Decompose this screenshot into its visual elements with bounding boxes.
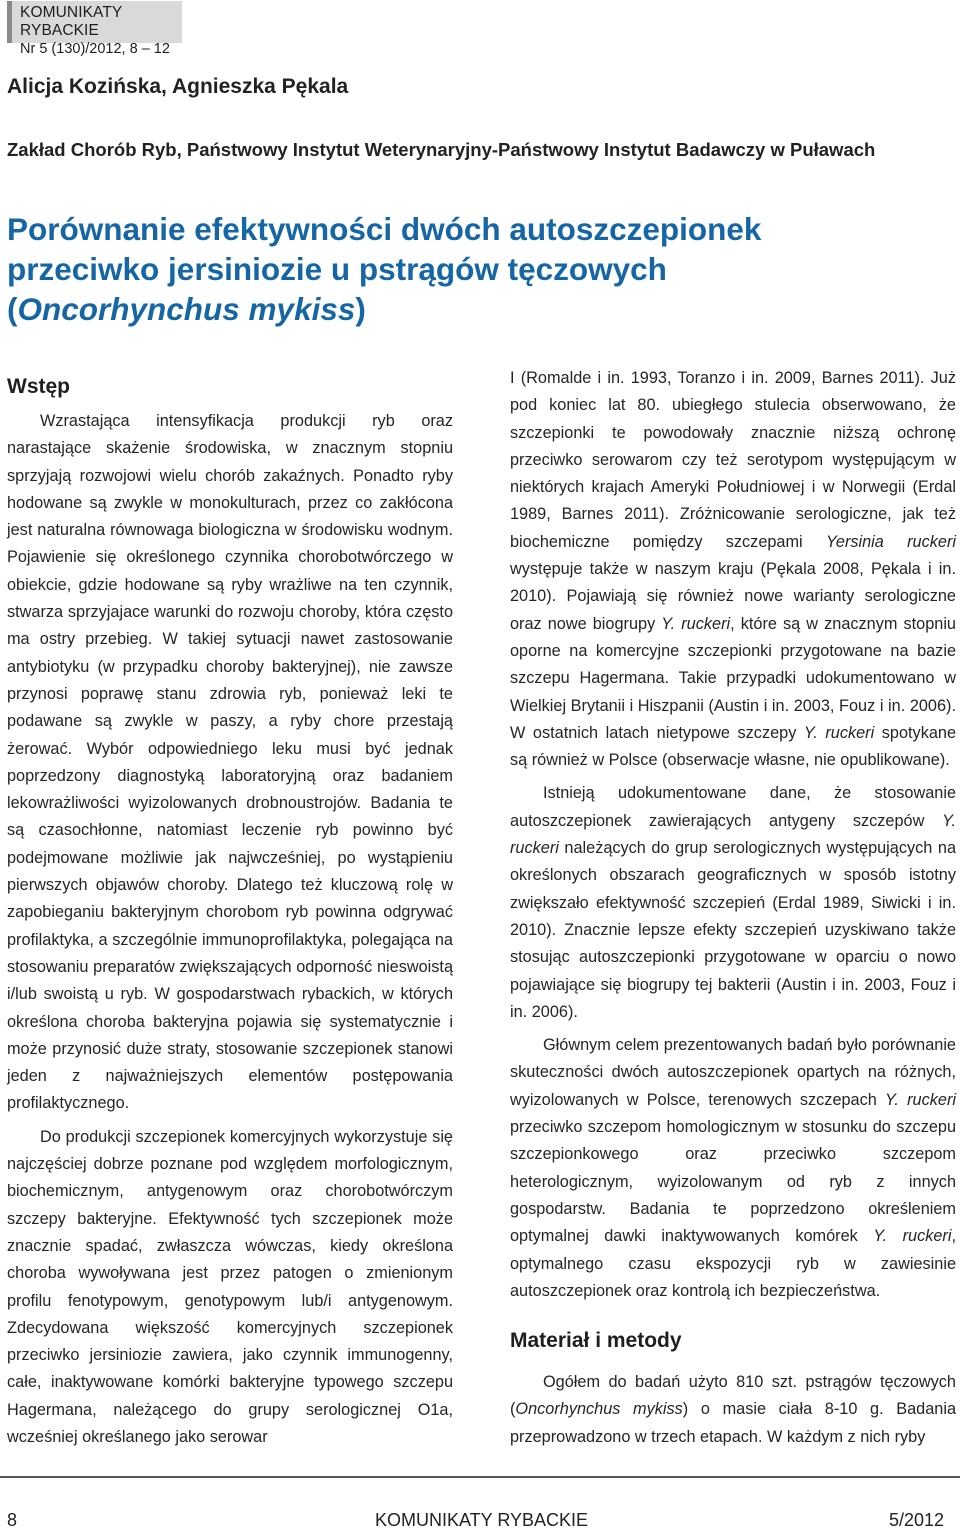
intro-paragraph-2: Do produkcji szczepionek komercyjnych wykorzystuje się najczęściej dobrze poznane pod względem morfologicznym, biochemicznym, antygenowym oraz chorobotwórczym szczepy bakteryjne. Efektywność tych szczepionek może znacznie spadać, zwłaszcza wówczas, kiedy określona choroba wywoływana jest przez patogen o zmienionym profilu fenotypowym, genotypowym lub/i antygenowym. Zdecydowana większość komercyjnych szczepionek przeciwko jersiniozie zawiera, jako czynnik immunogenny, całe, inaktywowane komórki bakteryjne typowego szczepu Hagermana, należącego do grupy serologicznej O1a, wcześniej określanego jako serowar <box>7 1127 453 1446</box>
footer-issue: 5/2012 <box>888 1510 944 1530</box>
intro-paragraph-2-continued <box>510 365 956 774</box>
section-heading-intro: Wstęp <box>7 375 70 398</box>
title-paren-open: ( <box>7 291 18 327</box>
title-line-2: przeciwko jersiniozie u pstrągów tęczowych <box>7 251 667 287</box>
text-run: , które są w znacznym stopniu oporne na komercyjne szczepionki przygotowane na bazie szczepu Hagermana. Takie przypadki udokumentowano w Wielkiej Brytanii i Hiszpanii (Austin i in. 2003, Fouz i in. 2006). W ostatnich latach nietypowe szczepy <box>510 614 956 742</box>
text-run: Ogółem do badań użyto 810 szt. pstrągów tęczowych ( <box>510 1373 956 1419</box>
text-run: należących do grup serologicznych występujących na określonych obszarach geograficznych w sposób istotny zwiększało efektywność szczepień (Erdal 1989, Siwicki i in. 2010). Znacznie lepsze efekty szczepień uzyskiwano także stosując autoszczepionki przygotowane w oparciu o nowo pojawiające się biogrupy tej bakterii (Austin i in. 2003, Fouz i in. 2006). <box>510 839 956 1021</box>
title-line-3 <box>7 289 761 329</box>
left-column <box>7 365 453 1451</box>
species-name: Y. ruckeri <box>885 1090 956 1109</box>
species-name: Y. ruckeri <box>661 614 731 633</box>
text-run: przeciwko szczepom homologicznym w stosunku do szczepu szczepionkowego oraz przeciwko szczepom heterologicznym, wyizolowanym od ryb z innych gospodarstw. Badania te poprzedzono określeniem optymalnej dawki inaktywowanych komórek <box>510 1118 956 1246</box>
title-species: Oncorhynchus mykiss <box>17 291 356 327</box>
journal-header-box <box>7 1 182 57</box>
intro-paragraph-3 <box>510 780 956 1026</box>
journal-name: KOMUNIKATY RYBACKIE <box>20 4 123 39</box>
species-name: Y. ruckeri <box>873 1227 952 1246</box>
text-run: spotykane są również w Polsce (obserwacje własne, nie opublikowane). <box>510 723 956 770</box>
text-run: ) o masie ciała 8-10 g. Badania przeprowadzono w trzech etapach. W każdym z nich ryby <box>510 1400 956 1446</box>
species-name: Oncorhynchus mykiss <box>515 1400 683 1419</box>
section-heading-methods: Materiał i metody <box>510 1329 682 1353</box>
text-run: występuje także w naszym kraju (Pękala 2008, Pękala i in. 2010). Pojawiają się również nowe warianty serologiczne oraz nowe biogrupy <box>510 560 956 633</box>
intro-paragraph-4 <box>510 1032 956 1305</box>
footer-rule <box>0 1476 960 1478</box>
text-run: Istnieją udokumentowane dane, że stosowanie autoszczepionek zawierających antygeny szczepów <box>510 784 956 830</box>
text-run: Głównym celem prezentowanych badań było porównanie skuteczności dwóch autoszczepionek opartych na różnych, wyizolowanych w Polsce, terenowych szczepach <box>510 1036 956 1109</box>
article-title <box>7 209 761 329</box>
footer-journal: KOMUNIKATY RYBACKIE <box>375 1510 589 1530</box>
right-column <box>510 365 956 1451</box>
methods-paragraph-1 <box>510 1369 956 1451</box>
page-number: 8 <box>7 1510 18 1530</box>
issue-info: Nr 5 (130)/2012, 8 – 12 <box>20 41 170 57</box>
title-line-1: Porównanie efektywności dwóch autoszczepionek <box>7 211 762 247</box>
authors: Alicja Kozińska, Agnieszka Pękala <box>7 75 349 98</box>
species-name: Y. ruckeri <box>510 811 956 858</box>
species-name: Y. ruckeri <box>803 723 875 742</box>
text-run: I (Romalde i in. 1993, Toranzo i in. 2009, Barnes 2011). Już pod koniec lat 80. ubiegłego stulecia obserwowano, że szczepionki te powodowały znacznie niższą ochronę przeciwko serowarom czy też serotypom występującym w niektórych krajach Ameryki Południowej i w Norwegii (Erdal 1989, Barnes 2011). Zróżnicowanie serologiczne, jak też biochemiczne pomiędzy szczepami <box>510 369 956 551</box>
text-run: , optymalnego czasu ekspozycji ryb w zawiesinie autoszczepionek oraz kontrolą ich bezpieczeństwa. <box>510 1227 956 1300</box>
intro-paragraph-1: Wzrastająca intensyfikacja produkcji ryb oraz narastające skażenie środowiska, w znacznym stopniu sprzyjają rozwojowi wielu chorób zakaźnych. Ponadto ryby hodowane są zwykle w monokulturach, przez co zakłócona jest naturalna równowaga biologiczna w środowisku wodnym. Pojawienie się określonego czynnika chorobotwórczego w obiekcie, gdzie hodowane są ryby wrażliwe na ten czynnik, stwarza sprzyjajace warunki do rozwoju choroby, która często ma ostry przebieg. W takiej sytuacji nawet zastosowanie antybiotyku (w przypadku choroby bakteryjnej), nie zawsze przynosi poprawę stanu zdrowia ryb, ponieważ leki te podawane są zwykle w paszy, a ryby chore przestają żerować. Wybór odpowiedniego leku musi być jednak poprzedzony diagnostyką laboratoryjną oraz badaniem lekowrażliwości wyizolowanych drobnoustrojów. Badania te są czasochłonne, natomiast leczenie ryb powinno być podejmowane możliwie jak najwcześniej, po wystąpieniu pierwszych objawów choroby. Dlatego też kluczową rolę w zapobieganiu bakteryjnym chorobom ryb powinna odgrywać profilaktyka, a szczególnie immunoprofilaktyka, polegająca na stosowaniu preparatów zwiększających odporność nieswoistą i/lub swoistą u ryb. W gospodarstwach rybackich, w których określona choroba bakteryjna pojawia się systematycznie i może przynosić duże straty, stosowanie szczepionek stanowi jeden z najważniejszych elementów postępowania profilaktycznego. <box>7 412 453 1113</box>
species-name: Yersinia ruckeri <box>825 532 956 551</box>
title-paren-close: ) <box>355 291 366 327</box>
affiliation: Zakład Chorób Ryb, Państwowy Instytut Weterynaryjny-Państwowy Instytut Badawczy w Puławach <box>7 139 876 160</box>
